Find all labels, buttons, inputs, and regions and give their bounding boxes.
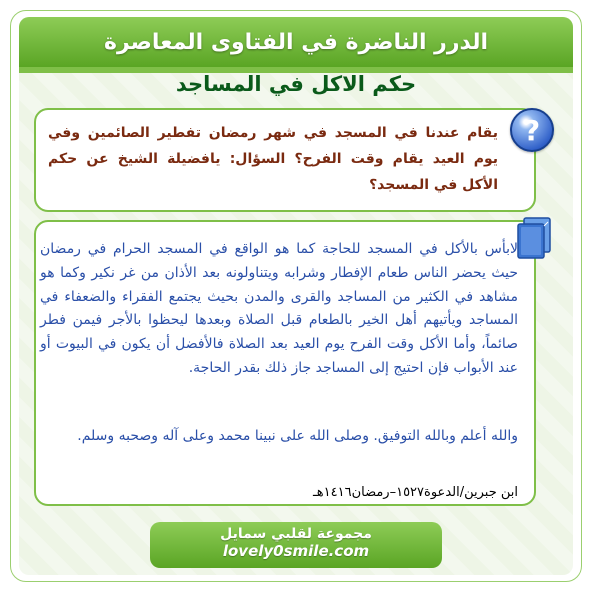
- site-header: [19, 17, 573, 67]
- fatwa-source: ابن جبرين/الدعوة١٥٢٧–رمضان١٤١٦هـ: [312, 485, 518, 500]
- book-icon: [514, 216, 554, 260]
- footer-site-link[interactable]: lovely0smile.com: [222, 542, 370, 560]
- site-title: الدرر الناضرة في الفتاوى المعاصرة: [104, 29, 488, 55]
- closing-text: والله أعلم وبالله التوفيق. وصلى الله على نبينا محمد وعلى آله وصحبه وسلم.: [77, 428, 518, 444]
- footer-banner[interactable]: [150, 522, 442, 568]
- footer-group-name: مجموعة لقلبي سمايل: [220, 526, 372, 542]
- fatwa-title: حكم الاكل في المساجد: [175, 72, 417, 96]
- question-text: يقام عندنا في المسجد في شهر رمضان تفطير الصائمين وفي يوم العيد يقام وقت الفرح؟ السؤال: يافضيلة الشيخ عن حكم الأكل في المسجد؟: [48, 125, 498, 193]
- question-mark-icon: ?: [510, 108, 554, 152]
- answer-text: لابأس بالأكل في المسجد للحاجة كما هو الواقع في المسجد الحرام في رمضان حيث يحضر الناس طعام الإفطار وشرابه ويتناولونه بعد الأذان من غر نكير وكما هو مشاهد في الكثير من المساجد والقرى والمدن بحيث يجتمع الفقراء والضعفاء في المساجد ويأتيهم أهل الخير بالطعام قبل الصلاة وبعدها ليحظوا بالأجر فيمن فطر صائماً، وأما الأكل وقت الفرح يوم العيد بعد الصلاة فالأفضل أن يكون في البيوت أو عند الأبواب فإن احتيج إلى المساجد جاز ذلك بقدر الحاجة.: [40, 241, 518, 376]
